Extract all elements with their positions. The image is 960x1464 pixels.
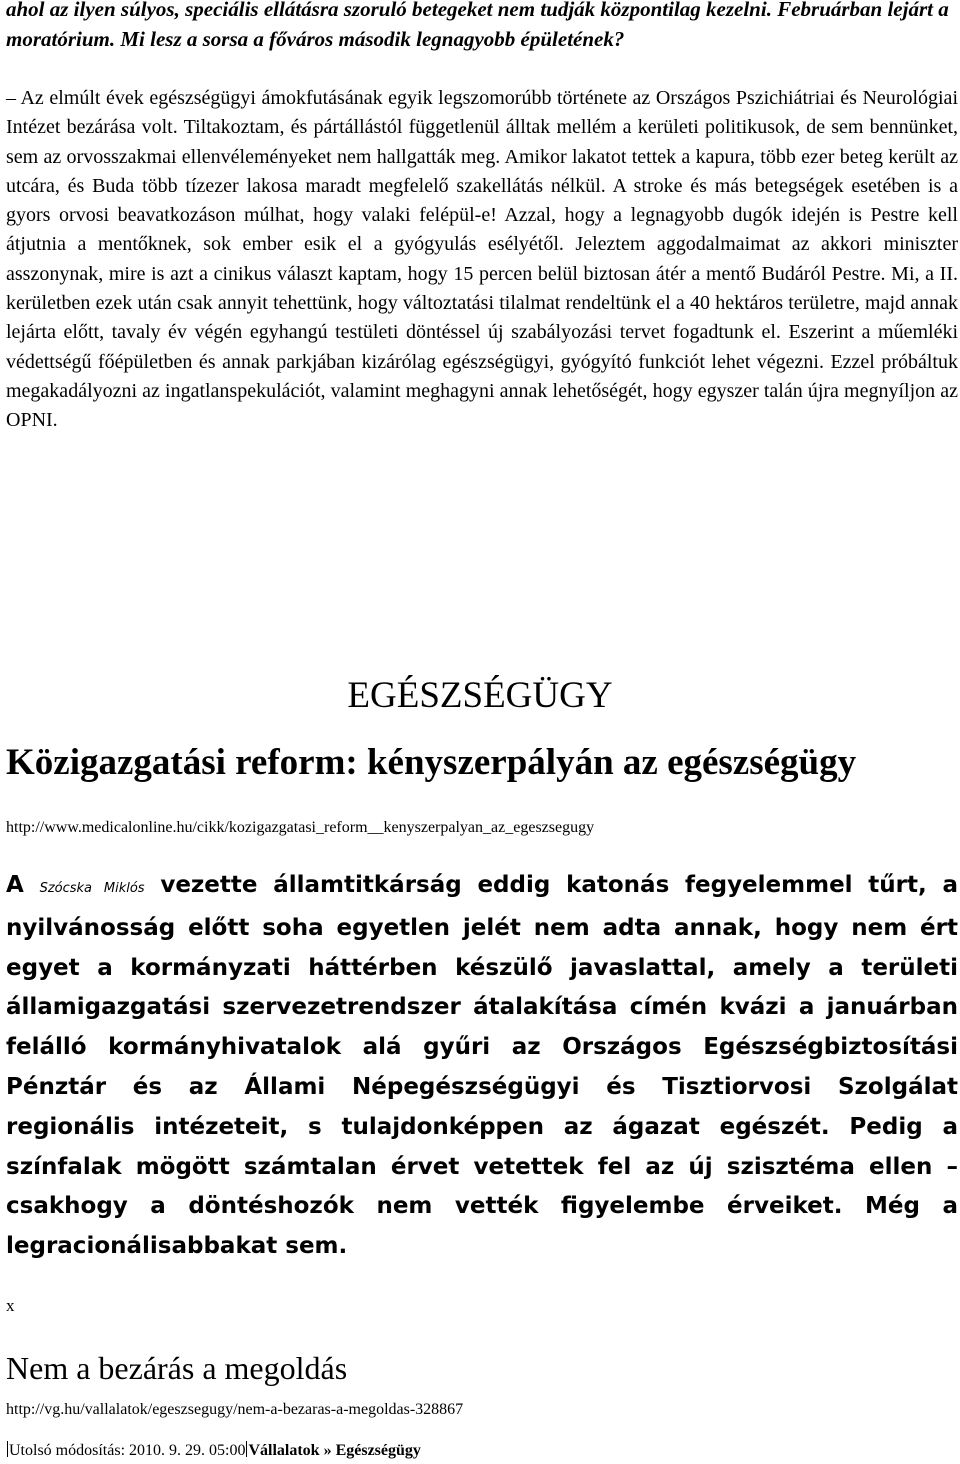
article-source-url[interactable]: http://www.medicalonline.hu/cikk/kozigazgatasi_reform__kenyszerpalyan_az_egeszsegugy [6,819,595,836]
article-source-url-2[interactable]: http://vg.hu/vallalatok/egeszsegugy/nem-a-bezaras-a-megoldas-328867 [6,1401,464,1418]
interview-answer: – Az elmúlt évek egészségügyi ámokfutásának egyik legszomorúbb története az Országos Pszichiátriai és Neurológiai Intézet bezárása volt. Tiltakoztam, és pártállástól függetlenül álltak mellém a kerületi politikusok, de sem bennünket, sem az orvosszakmai ellenvéleményeket nem hallgatták meg. Amikor lakatot tettek a kapura, több ezer beteg került az utcára, és Buda több tízezer lakosa maradt megfelelő szakellátás nélkül. A stroke és más betegségek esetében is a gyors orvosi beavatkozáson múlhat, hogy valaki felépül-e! Azzal, hogy a legnagyobb dugók idején is Pestre kell átjutnia a mentőknek, sok ember esik el a gyógyulás esélyétől. Jeleztem aggodalmaimat az akkori miniszter asszonynak, mire is azt a cinikus választ kaptam, hogy 15 percen belül biztosan átér a mentő Budáról Pestre. Mi, a II. kerületben ezek után csak annyit tehettünk, hogy változtatási tilalmat rendeltünk el a 40 hektáros területre, majd annak lejárta előtt, tavaly év végén egyhangú testületi döntéssel új szabályozási tervet fogadtunk el. Eszerint a műemléki védettségű főépületben és annak parkjában kizárólag egészségügyi, gyógyító funkciót lehet végezni. Ezzel próbáltuk megakadályozni az ingatlanspekulációt, valamint meghagyni annak lehetőségét, hogy egyszer talán újra megnyíljon az OPNI. [6,87,958,432]
article-title: Közigazgatási reform: kényszerpályán az egészségügy [6,742,857,783]
lead-person-name: Szócska Miklós [39,881,145,896]
meta-divider [7,1441,8,1457]
section-heading: EGÉSZSÉGÜGY [347,675,613,716]
separator-marker: x [6,1296,15,1315]
last-modified: Utolsó módosítás: 2010. 9. 29. 05:00 [9,1442,246,1459]
interview-question: ahol az ilyen súlyos, speciális ellátásra szoruló betegeket nem tudják központilag kezelni. Februárban lejárt a moratórium. Mi lesz a sorsa a főváros második legnagyobb épületének? [6,0,949,51]
article-lead [6,866,958,1267]
lead-start: A [6,872,24,898]
article-title-2: Nem a bezárás a megoldás [6,1350,348,1386]
article-meta [6,1440,956,1462]
lead-text: vezette államtitkárság eddig katonás fegyelemmel tűrt, a nyilvánosság előtt soha egyetlen jelét nem adta annak, hogy nem ért egyet a kormányzati háttérben készülő javaslattal, amely a területi államigazgatási szervezetrendszer átalakítása címén kvázi a januárban felálló kormányhivatalok alá gyűri az Országos Egészségbiztosítási Pénztár és az Állami Népegészségügyi és Tisztiorvosi Szolgálat regionális intézeteit, s tulajdonképpen az ágazat egészét. Pedig a színfalak mögött számtalan érvet vetettek fel az új szisztéma ellen – csakhogy a döntéshozók nem vették figyelembe érveiket. Még a legracionálisabbakat sem. [6,872,958,1260]
category-breadcrumb[interactable]: Vállalatok » Egészségügy [248,1442,421,1459]
